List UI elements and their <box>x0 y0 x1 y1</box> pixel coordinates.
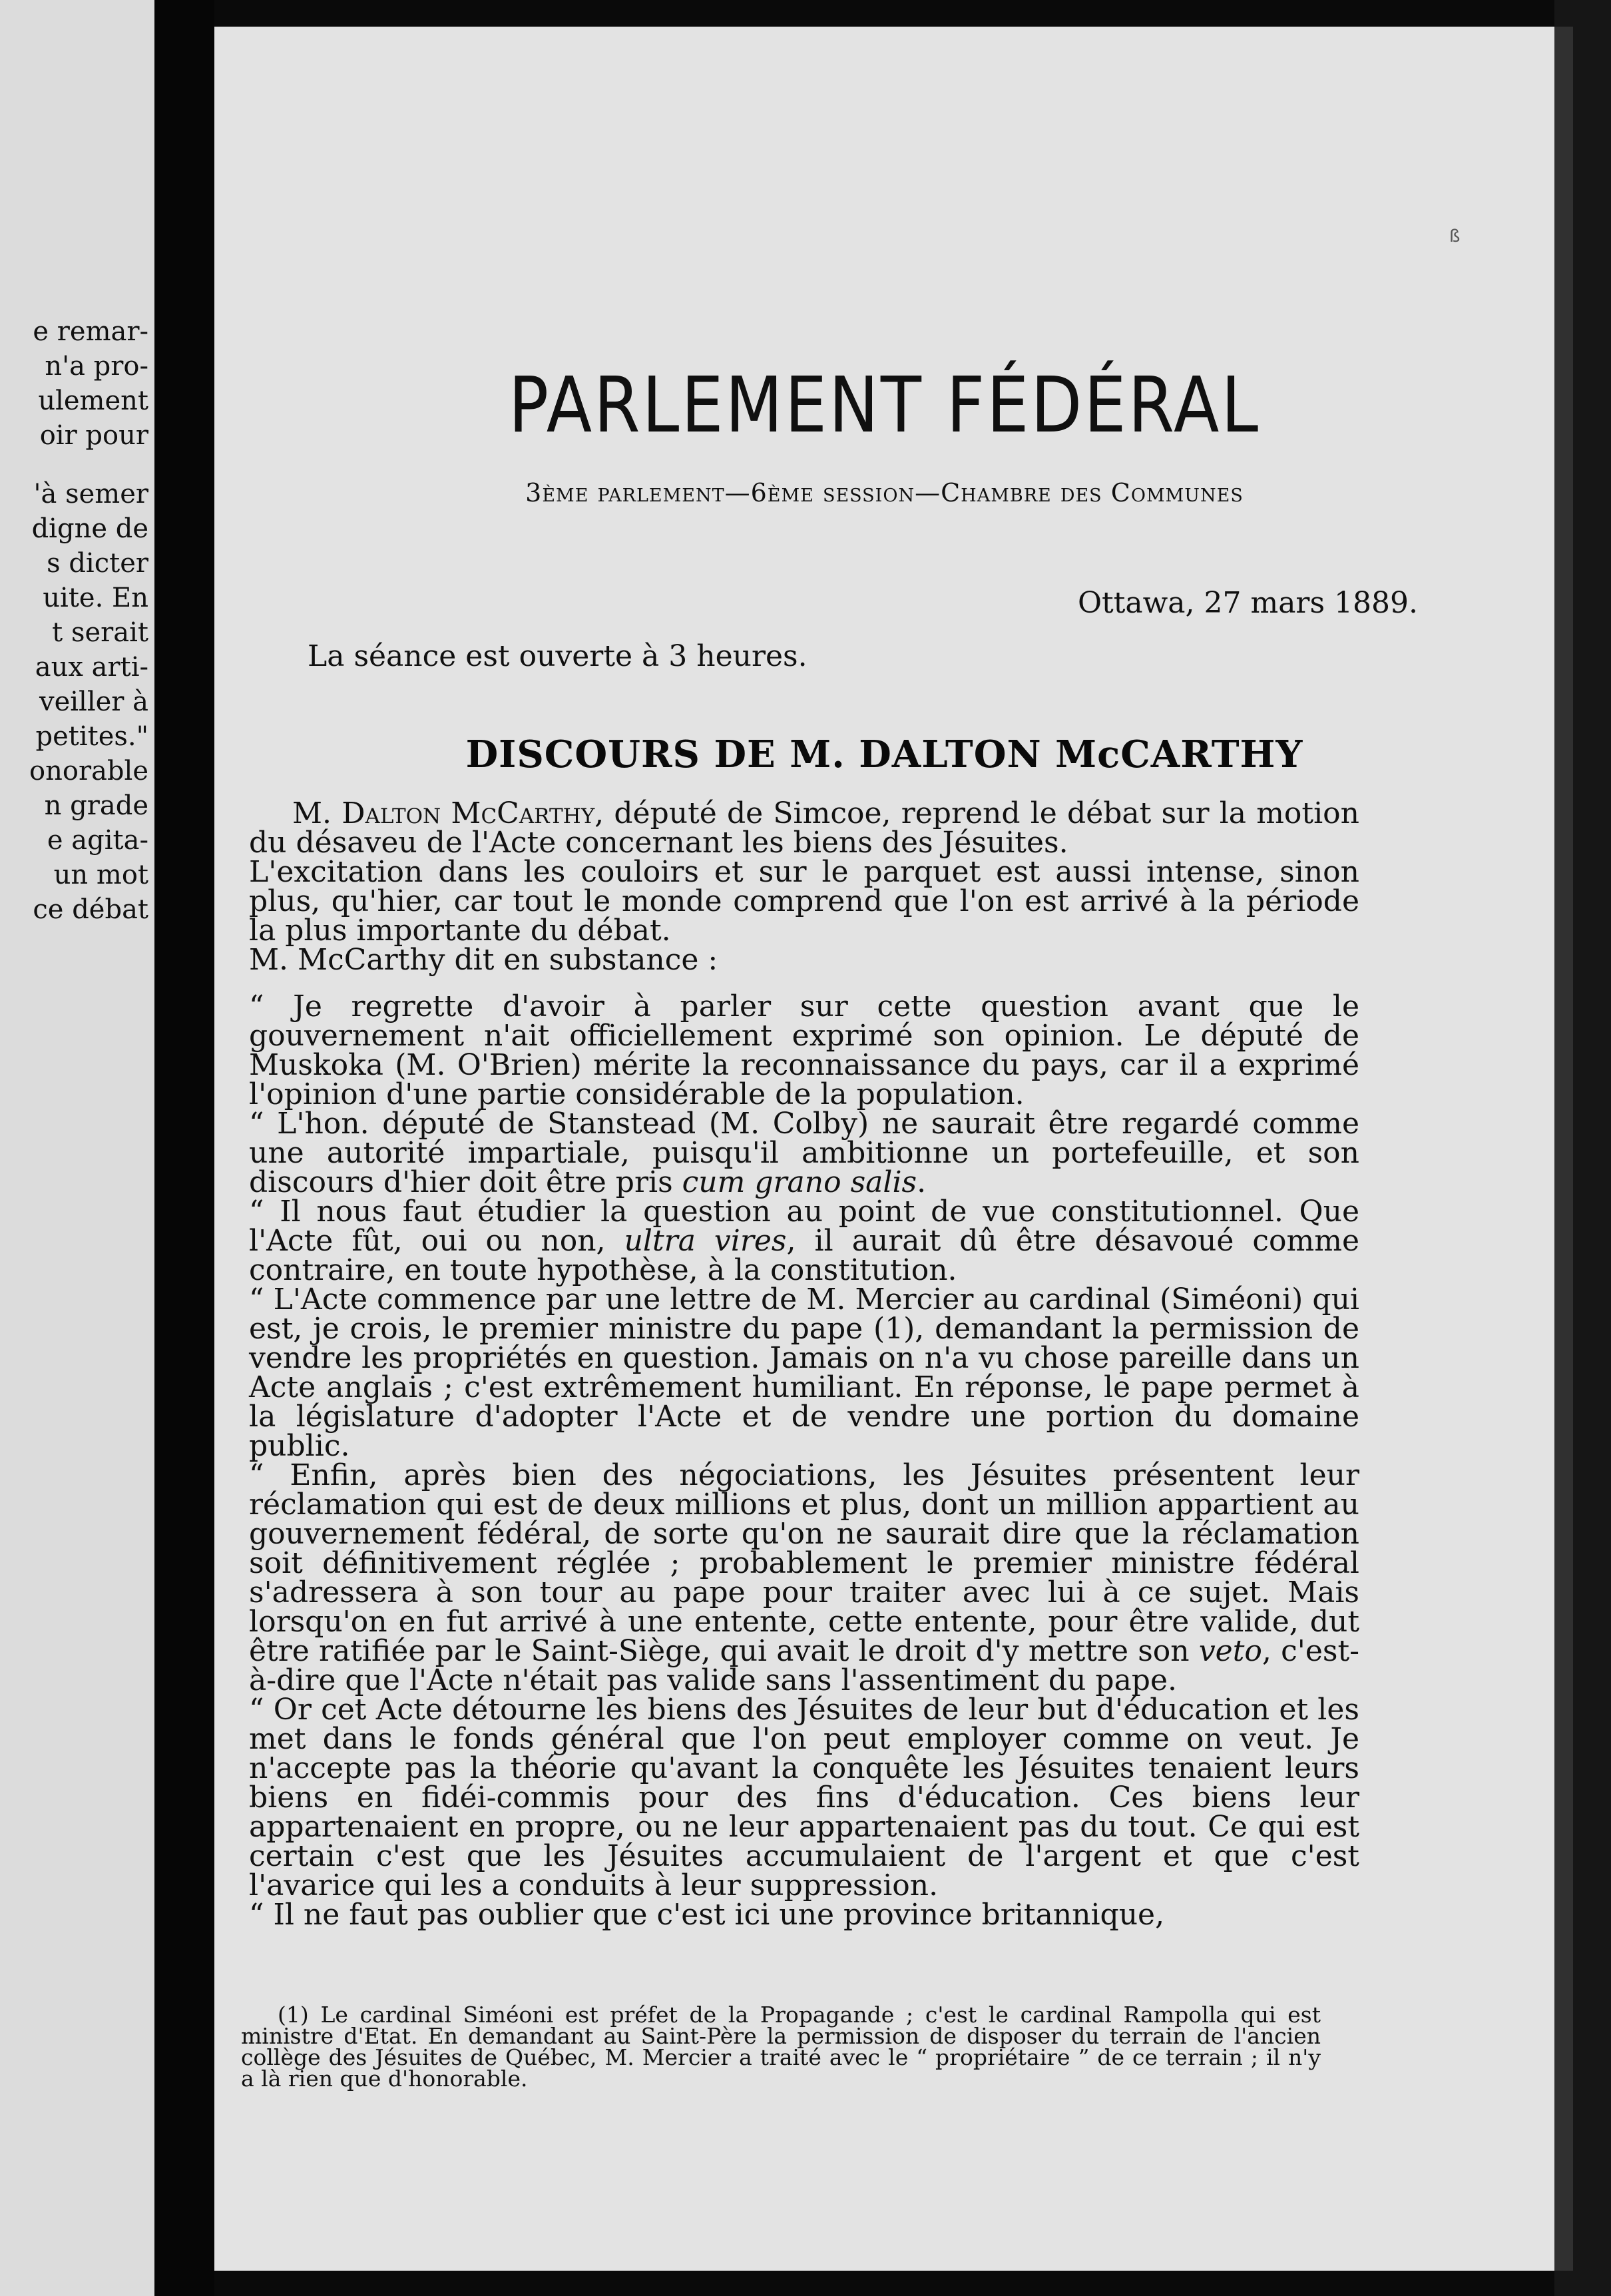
page-subtitle: 3ème parlement—6ème session—Chambre des Communes <box>525 478 1244 507</box>
page-title: PARLEMENT FÉDÉRAL <box>508 360 1261 450</box>
dateline: Ottawa, 27 mars 1889. <box>1077 586 1418 620</box>
page-mark: ß <box>1449 226 1461 246</box>
paragraph: M. Dalton McCarthy, député de Simcoe, reprend le débat sur la motion du désaveu de l'Acte concernant les biens des Jésuites. <box>249 796 1359 860</box>
left-page-line: n'a pro- <box>45 351 148 382</box>
left-page-line: e agita- <box>47 825 148 856</box>
footnote-text: (1) Le cardinal Siméoni est préfet de la Propagande ; c'est le cardinal Rampolla qui est ministre d'Etat. En demandant au Saint-Père la permission de disposer du terrain de l'ancien collège des Jésuites de Québec, M. Mercier a traité avec le “ propriétaire ” de ce terrain ; il n'y a là rien que d'honorable. <box>241 2002 1321 2092</box>
left-page-line: petites." <box>35 721 148 752</box>
left-page-line: un mot <box>53 860 148 890</box>
speech-body <box>249 796 1359 1932</box>
left-page-line <box>0 453 148 477</box>
left-page-line: aux arti- <box>35 652 148 683</box>
paragraph: L'excitation dans les couloirs et sur le parquet est aussi intense, sinon plus, qu'hier, car tout le monde comprend que l'on est arrivé à la période la plus importante du débat. <box>249 855 1359 948</box>
book-gutter <box>154 0 214 2296</box>
left-page-line: digne de <box>31 513 148 544</box>
left-page-line: onorable <box>29 756 148 786</box>
left-page-line: n grade <box>44 790 148 821</box>
section-heading: DISCOURS DE M. DALTON McCARTHY <box>465 732 1303 776</box>
left-facing-page <box>0 0 154 2296</box>
paragraph: “ Il ne faut pas oublier que c'est ici une province britannique, <box>249 1898 1165 1932</box>
footnote <box>241 2004 1321 2090</box>
left-page-line: uite. En <box>43 583 148 613</box>
speaker-name: M. Dalton McCarthy, <box>292 796 604 830</box>
left-page-line: 'à semer <box>33 479 148 509</box>
page-edge-shadow <box>1554 27 1573 2271</box>
paragraph: “ Enfin, après bien des négociations, les Jésuites présentent leur réclamation qui est de deux millions et plus, dont un million appartient au gouvernement fédéral, de sorte qu'on ne saurait dire que la réclamation soit définitivement réglée ; probablement le premier ministre fédéral s'adressera à son tour au pape pour traiter avec lui à ce sujet. Mais lorsqu'on en fut arrivé à une entente, cette entente, pour être valide, dut être ratifiée par le Saint-Siège, qui avait le droit d'y mettre son veto, c'est-à-dire que l'Acte n'était pas valide sans l'assentiment du pape. <box>249 1458 1359 1697</box>
left-page-line: veiller à <box>39 687 148 717</box>
paragraph: “ L'hon. député de Stanstead (M. Colby) ne saurait être regardé comme une autorité impartiale, puisqu'il ambitionne un portefeuille, et son discours d'hier doit être pris cum grano salis. <box>249 1107 1359 1199</box>
main-page <box>214 27 1554 2271</box>
left-page-line: t serait <box>52 617 148 648</box>
paragraph: “ Je regrette d'avoir à parler sur cette question avant que le gouvernement n'ait officiellement exprimé son opinion. Le député de Muskoka (M. O'Brien) mérite la reconnaissance du pays, car il a exprimé l'opinion d'une partie considérable de la population. <box>249 990 1359 1111</box>
left-page-line: ulement <box>38 386 148 416</box>
opening-line: La séance est ouverte à 3 heures. <box>308 639 807 673</box>
paragraph: “ L'Acte commence par une lettre de M. Mercier au cardinal (Siméoni) qui est, je crois, le premier ministre du pape (1), demandant la permission de vendre les propriétés en question. Jamais on n'a vu chose pareille dans un Acte anglais ; c'est extrêmement humiliant. En réponse, le pape permet à la législature d'adopter l'Acte et de vendre une portion du domaine public. <box>249 1283 1359 1463</box>
paragraph: “ Or cet Acte détourne les biens des Jésuites de leur but d'éducation et les met dans le fonds général que l'on peut employer comme on veut. Je n'accepte pas la théorie qu'avant la conquête les Jésuites tenaient leurs biens en fidéi-commis pour des fins d'éducation. Ces biens leur appartenaient en propre, ou ne leur appartenaient pas du tout. Ce qui est certain c'est que les Jésuites accumulaient de l'argent et que c'est l'avarice qui les a conduits à leur suppression. <box>249 1693 1359 1902</box>
left-page-line: s dicter <box>47 548 148 579</box>
left-page-text <box>0 314 148 927</box>
left-page-line: e remar- <box>33 316 148 347</box>
left-page-line: ce débat <box>33 894 148 925</box>
left-page-line: oir pour <box>39 420 148 451</box>
paragraph: M. McCarthy dit en substance : <box>249 943 718 977</box>
paragraph: “ Il nous faut étudier la question au point de vue constitutionnel. Que l'Acte fût, oui ou non, ultra vires, il aurait dû être désavoué comme contraire, en toute hypothèse, à la constitution. <box>249 1195 1359 1287</box>
